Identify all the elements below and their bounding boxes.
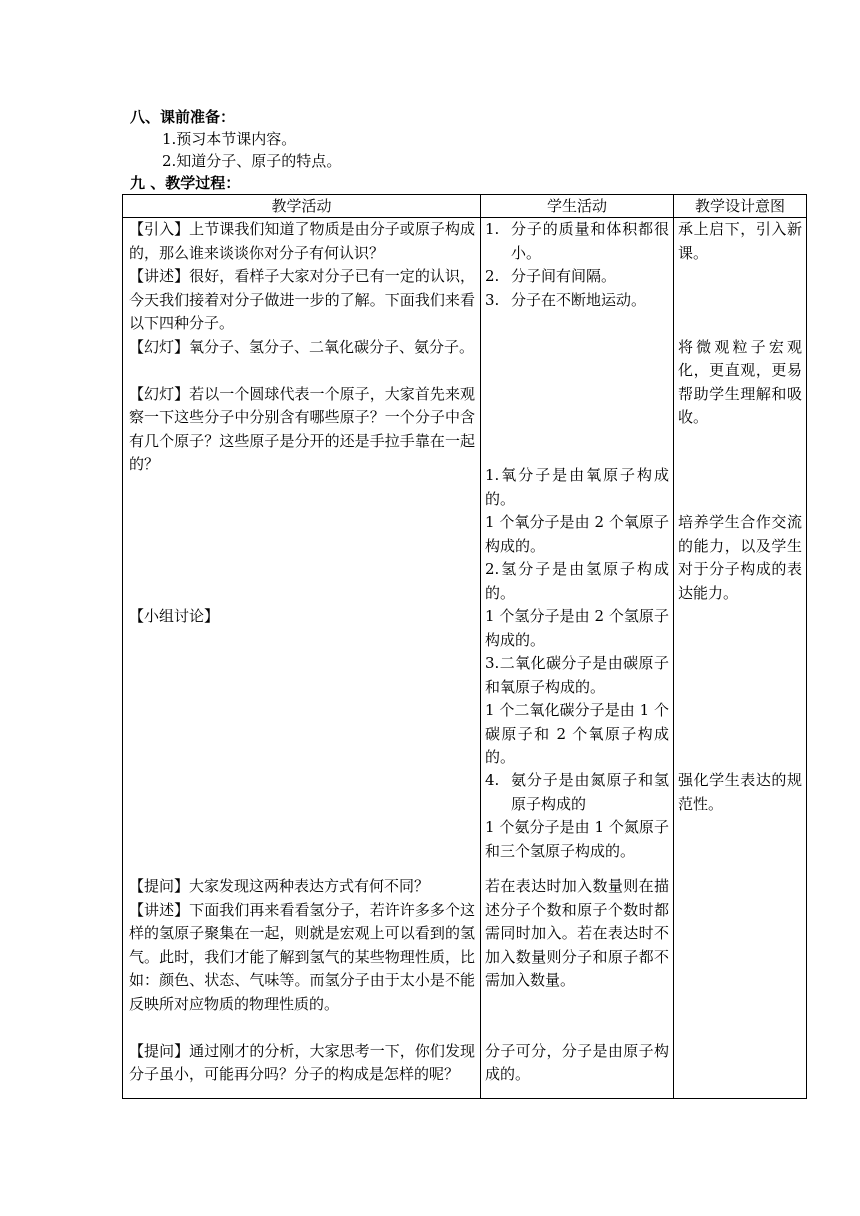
teacher-intro: 【引入】上节课我们知道了物质是由分子或原子构成的，那么谁来谈谈你对分子有何认识？ — [129, 220, 475, 262]
student-activity-cell — [481, 218, 674, 1099]
list-item: 1. 分子的质量和体积都很小。 — [485, 220, 669, 262]
student-co2-2: 1 个二氧化碳分子是由 1 个碳原子和 2 个氧原子构成的。 — [485, 701, 669, 766]
section-8-title: 八、课前准备： — [130, 108, 236, 126]
teacher-group-discussion: 【小组讨论】 — [129, 607, 220, 625]
list-item: 3. 分子在不断地运动。 — [485, 290, 647, 309]
design-intent-cell — [674, 218, 807, 1099]
student-ammonia-1: 4. 氨分子是由氮原子和氢原子构成的 — [485, 771, 669, 813]
intent-3: 培养学生合作交流的能力，以及学生对于分子构成的表达能力。 — [678, 513, 802, 602]
table-body-row — [123, 218, 807, 1099]
teacher-explain-2: 【讲述】下面我们再来看看氢分子，若许许多多个这样的氢原子聚集在一起，则就是宏观上可以看到的氢气。此时，我们才能了解到氢气的某些物理性质，比如：颜色、状态、气味等。而氢分子由于太小是不能反映所对应物质的物理性质的。 — [129, 900, 475, 1013]
student-list-1 — [485, 218, 669, 312]
student-oxygen-2: 1 个氧分子是由 2 个氧原子构成的。 — [485, 513, 669, 555]
teaching-process-table — [122, 194, 807, 1099]
table-header-row — [123, 195, 807, 218]
teacher-explain-1: 【讲述】很好，看样子大家对分子已有一定的认识，今天我们接着对分子做进一步的了解。下面我们来看以下四种分子。 — [129, 267, 475, 332]
student-oxygen-1: 1.氧分子是由氧原子构成的。 — [485, 466, 669, 508]
teacher-question-2: 【提问】通过刚才的分析，大家思考一下，你们发现分子虽小，可能再分吗？分子的构成是怎样的呢？ — [129, 1041, 475, 1083]
header-design-intent: 教学设计意图 — [674, 195, 807, 218]
teacher-activity-cell — [123, 218, 481, 1099]
header-student-activity: 学生活动 — [481, 195, 674, 218]
prep-item-1: 1.预习本节课内容。 — [162, 130, 297, 148]
student-hydrogen-2: 1 个氢分子是由 2 个氢原子构成的。 — [485, 607, 669, 649]
list-item: 2. 分子间有间隔。 — [485, 267, 617, 285]
teacher-question-1: 【提问】大家发现这两种表达方式有何不同？ — [129, 877, 430, 895]
prep-item-2: 2.知道分子、原子的特点。 — [162, 152, 342, 170]
intent-1: 承上启下，引入新课。 — [678, 220, 802, 262]
intent-2: 将微观粒子宏观化，更直观，更易帮助学生理解和吸收。 — [678, 337, 802, 426]
teacher-slide-2: 【幻灯】若以一个圆球代表一个原子，大家首先来观察一下这些分子中分别含有哪些原子？一个分子中含有几个原子？这些原子是分开的还是手拉手靠在一起的？ — [129, 384, 475, 473]
student-co2-1: 3.二氧化碳分子是由碳原子和氧原子构成的。 — [485, 654, 669, 696]
student-expression-answer: 若在表达时加入数量则在描述分子个数和原子个数时都需同时加入。若在表达时不加入数量则分子和原子都不需加入数量。 — [485, 877, 669, 989]
section-9-title: 九 、教学过程： — [130, 174, 241, 192]
student-ammonia-2: 1 个氨分子是由 1 个氮原子和三个氢原子构成的。 — [485, 818, 669, 860]
intent-4: 强化学生表达的规范性。 — [678, 771, 802, 813]
student-hydrogen-1: 2.氢分子是由氢原子构成的。 — [485, 560, 669, 602]
student-conclusion: 分子可分，分子是由原子构成的。 — [485, 1041, 669, 1083]
header-teacher-activity: 教学活动 — [123, 195, 481, 218]
teacher-slide-1: 【幻灯】氧分子、氢分子、二氧化碳分子、氨分子。 — [129, 337, 475, 356]
